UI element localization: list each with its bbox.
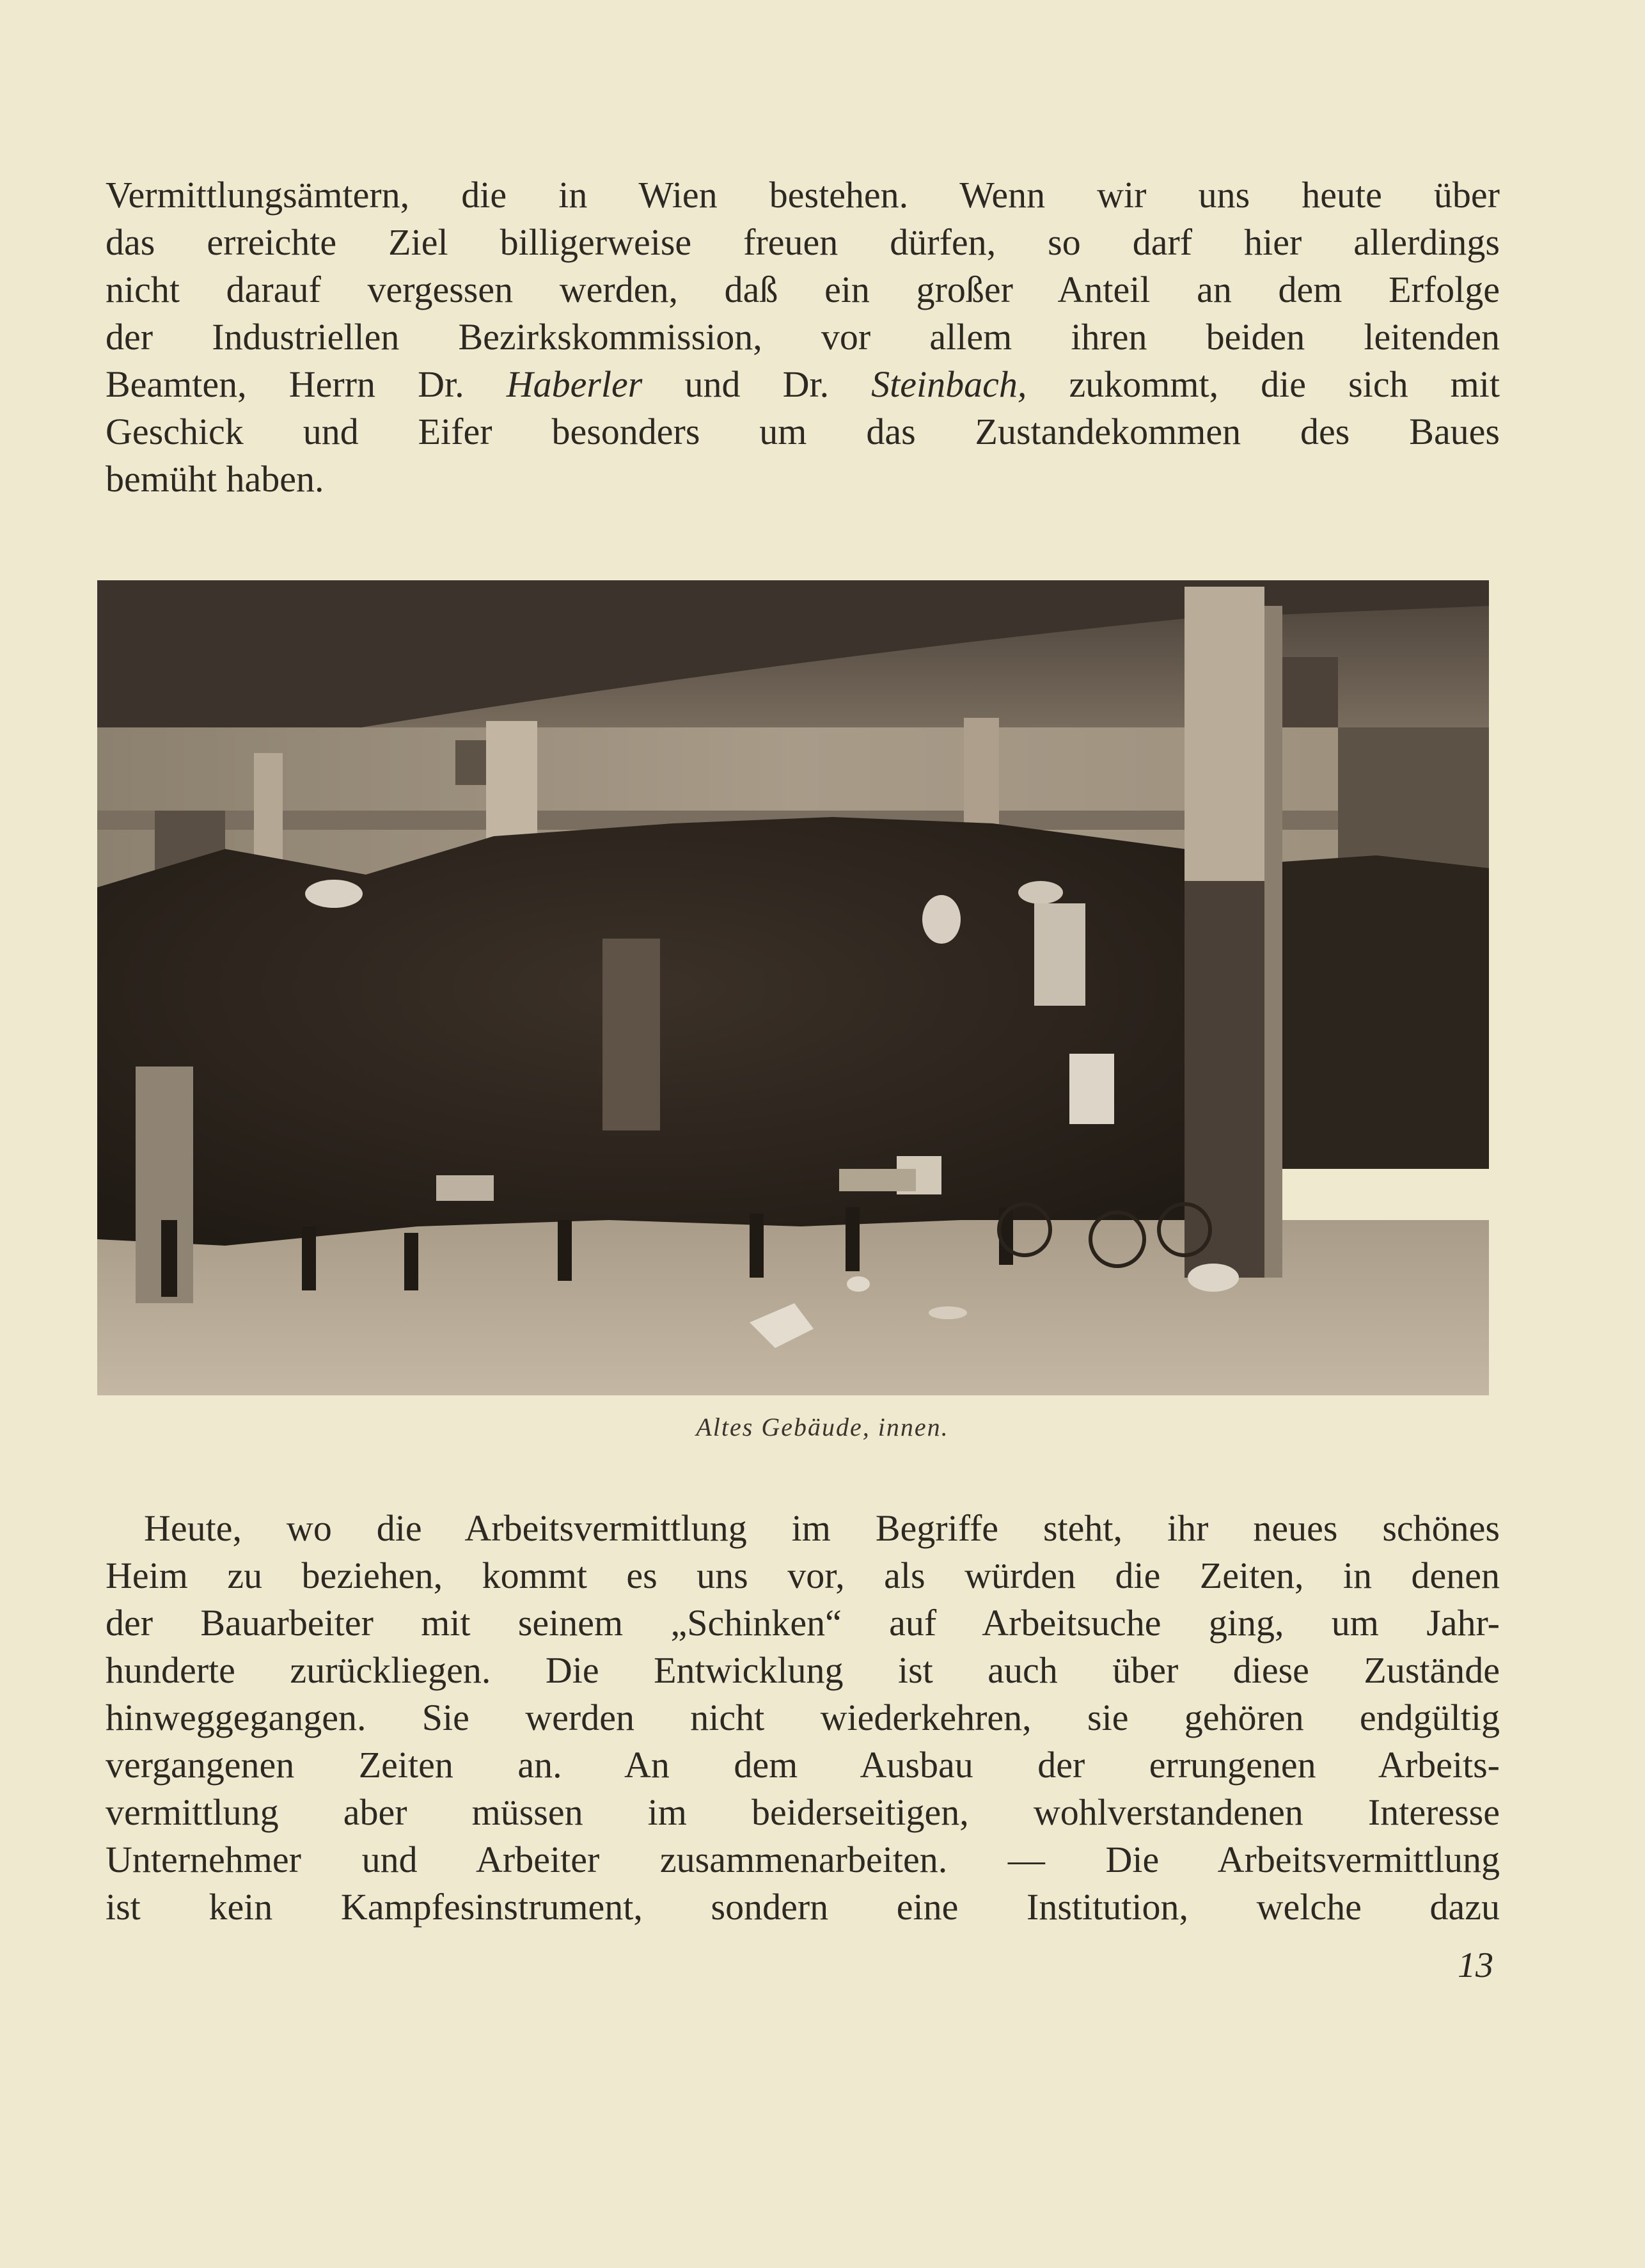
text-line: hunderte zurückliegen. Die Entwicklung ist auch über diese Zustände bbox=[106, 1649, 1500, 1691]
text-line: nicht darauf vergessen werden, daß ein großer Anteil an dem Erfolge bbox=[106, 269, 1500, 310]
paragraph-2 bbox=[106, 1505, 1500, 1931]
photo-caption: Altes Gebäude, innen. bbox=[696, 1413, 949, 1441]
text-line bbox=[106, 361, 1500, 408]
page-number: 13 bbox=[1458, 1946, 1493, 1985]
text-line: Heim zu beziehen, kommt es uns vor, als würden die Zeiten, in denen bbox=[106, 1555, 1500, 1596]
text-line: hinweggegangen. Sie werden nicht wiederkehren, sie gehören endgültig bbox=[106, 1697, 1500, 1738]
text-line: bemüht haben. bbox=[106, 458, 324, 500]
text-line: der Industriellen Bezirkskommission, vor allem ihren beiden leitenden bbox=[106, 316, 1500, 358]
text-line: Unternehmer und Arbeiter zusammenarbeiten. — Die Arbeitsvermittlung bbox=[106, 1839, 1500, 1880]
paragraph-1 bbox=[106, 171, 1500, 503]
person-name-haberler: Haberler bbox=[506, 363, 643, 405]
text-line: Vermittlungsämtern, die in Wien bestehen. Wenn wir uns heute über bbox=[106, 174, 1500, 216]
text-line: vermittlung aber müssen im beiderseitigen, wohlverstandenen Interesse bbox=[106, 1791, 1500, 1833]
photo-illustration bbox=[97, 580, 1489, 1395]
person-name-steinbach: Steinbach, bbox=[871, 363, 1027, 405]
text-fragment: und Dr. bbox=[642, 363, 872, 405]
text-line: vergangenen Zeiten an. An dem Ausbau der errungenen Arbeits- bbox=[106, 1744, 1500, 1786]
text-fragment: zukommt, die sich mit bbox=[1027, 363, 1500, 405]
text-line: Geschick und Eifer besonders um das Zustandekommen des Baues bbox=[106, 411, 1500, 452]
text-line: das erreichte Ziel billigerweise freuen dürfen, so darf hier allerdings bbox=[106, 221, 1500, 263]
text-fragment: Beamten, Herrn Dr. bbox=[106, 363, 507, 405]
text-line: ist kein Kampfesinstrument, sondern eine Institution, welche dazu bbox=[106, 1886, 1500, 1928]
text-line: der Bauarbeiter mit seinem „Schinken“ auf Arbeitsuche ging, um Jahr- bbox=[106, 1602, 1500, 1644]
photograph-old-building-interior bbox=[97, 580, 1489, 1395]
text-line: Heute, wo die Arbeitsvermittlung im Begriffe steht, ihr neues schönes bbox=[144, 1507, 1500, 1549]
